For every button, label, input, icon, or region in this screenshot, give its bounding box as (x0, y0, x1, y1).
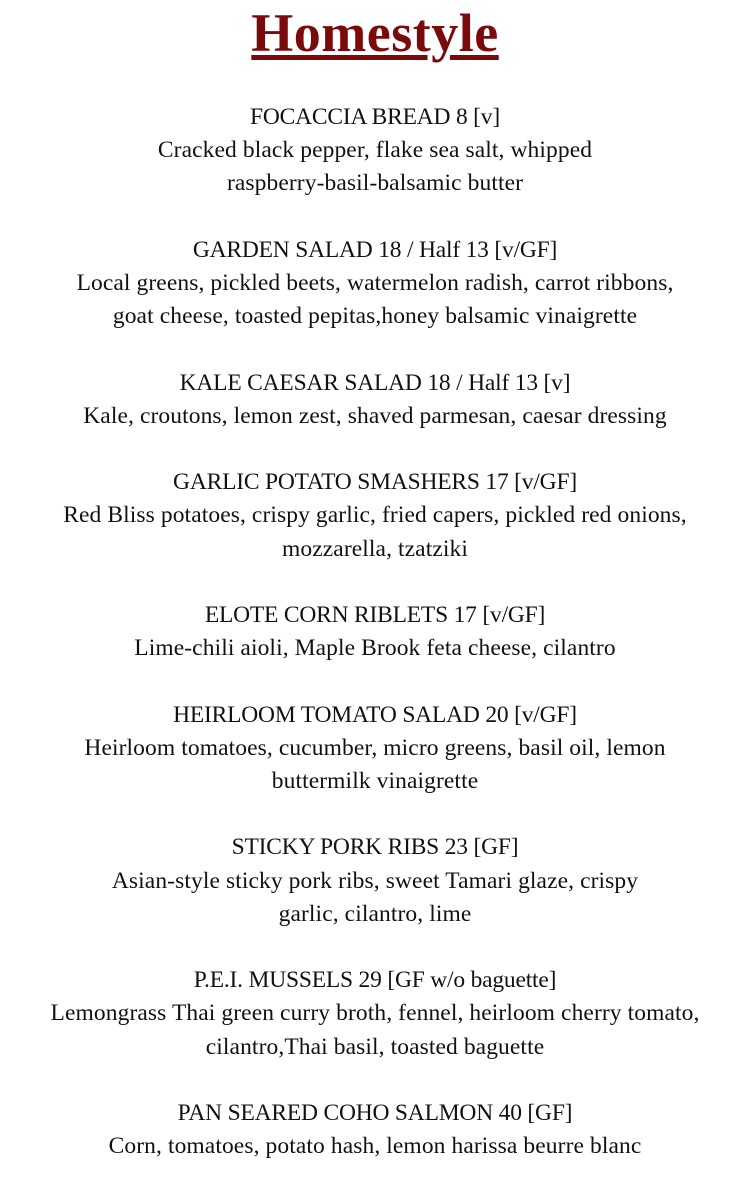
menu-item-heading: FOCACCIA BREAD 8 [v] (250, 104, 500, 130)
menu-item-description: garlic, cilantro, lime (278, 900, 472, 927)
menu-item-description: Lime-chili aioli, Maple Brook feta cheese, cilantro (134, 635, 616, 662)
menu-item-description: Local greens, pickled beets, watermelon radish, carrot ribbons, (76, 270, 674, 296)
menu-item-description: Cracked black pepper, flake sea salt, whipped (157, 137, 593, 164)
menu-item-description: Corn, tomatoes, potato hash, lemon harissa beurre blanc (108, 1133, 642, 1160)
menu-item-focaccia-bread (0, 101, 750, 201)
menu-item-heading: GARDEN SALAD 18 / Half 13 [v/GF] (192, 236, 558, 263)
menu-item-heading: STICKY PORK RIBS 23 [GF] (231, 834, 519, 861)
page-title-text: Homestyle (251, 3, 499, 63)
menu-item-heading: PAN SEARED COHO SALMON 40 [GF] (177, 1099, 573, 1126)
menu-item-description: mozzarella, tzatziki (282, 535, 468, 562)
menu-item-description: Lemongrass Thai green curry broth, fennel, heirloom cherry tomato, (50, 1000, 700, 1027)
menu-item-description: Heirloom tomatoes, cucumber, micro greens, basil oil, lemon (84, 734, 666, 761)
menu-item-pei-mussels (0, 964, 750, 1064)
menu-item-pan-seared-coho-salmon (0, 1097, 750, 1163)
page-title (0, 0, 750, 66)
menu-item-description: buttermilk vinaigrette (271, 767, 479, 794)
menu-item-heirloom-tomato-salad (0, 699, 750, 799)
menu-item-heading: HEIRLOOM TOMATO SALAD 20 [v/GF] (173, 701, 577, 728)
menu-item-description: Kale, croutons, lemon zest, shaved parmesan, caesar dressing (83, 402, 667, 429)
menu-item-heading: GARLIC POTATO SMASHERS 17 [v/GF] (173, 469, 577, 496)
menu-item-sticky-pork-ribs (0, 831, 750, 931)
menu-item-heading: ELOTE CORN RIBLETS 17 [v/GF] (204, 601, 546, 628)
menu-list (0, 101, 750, 1197)
menu-item-description: Asian-style sticky pork ribs, sweet Tamari glaze, crispy (111, 867, 639, 894)
menu-item-kale-caesar-salad (0, 367, 750, 433)
menu-item-description: goat cheese, toasted pepitas,honey balsamic vinaigrette (112, 303, 638, 330)
menu-item-elote-corn-riblets (0, 599, 750, 665)
menu-item-description: cilantro,Thai basil, toasted baguette (205, 1033, 545, 1060)
menu-item-description: raspberry-basil-balsamic butter (226, 170, 524, 197)
menu-item-garlic-potato-smashers (0, 466, 750, 566)
menu-item-description: Red Bliss potatoes, crispy garlic, fried capers, pickled red onions, (63, 502, 687, 529)
menu-item-heading: KALE CAESAR SALAD 18 / Half 13 [v] (179, 369, 571, 396)
menu-item-heading: P.E.I. MUSSELS 29 [GF w/o baguette] (193, 967, 557, 994)
menu-item-garden-salad (0, 234, 750, 334)
